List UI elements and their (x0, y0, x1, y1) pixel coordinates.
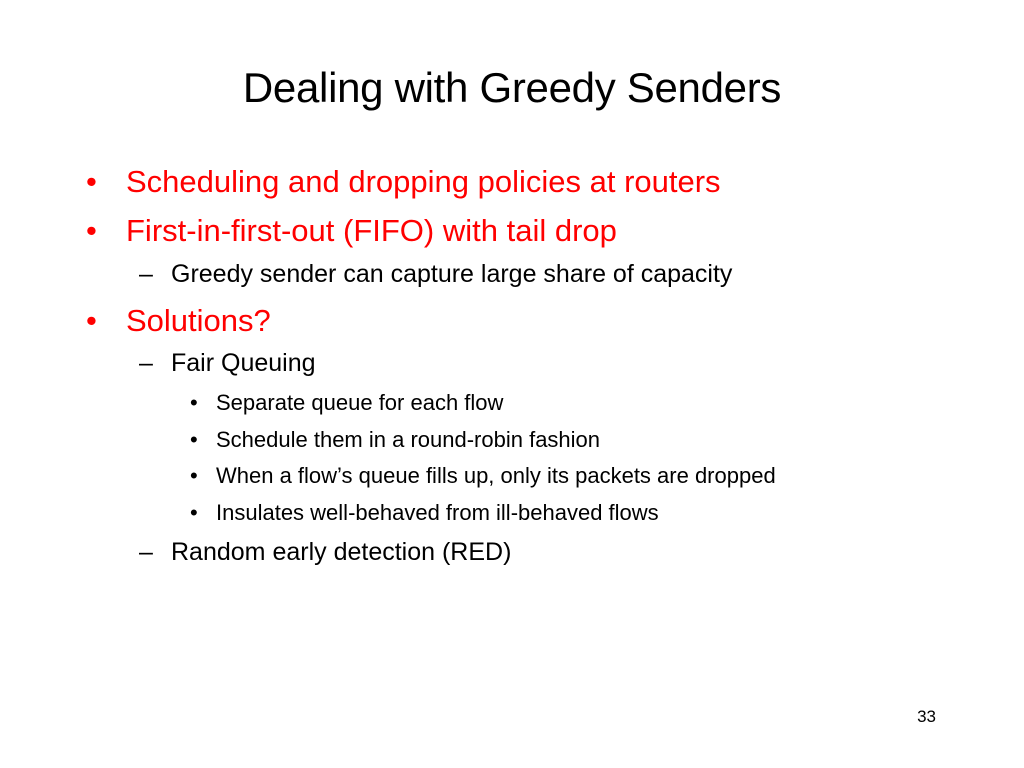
bullet-level-3 (190, 499, 659, 527)
bullet-marker: • (190, 500, 198, 525)
bullet-text: Greedy sender can capture large share of capacity (171, 260, 733, 288)
bullet-marker: • (86, 164, 97, 199)
bullet-text: Solutions? (126, 303, 271, 338)
bullet-level-2 (139, 258, 733, 290)
bullet-text: Separate queue for each flow (216, 390, 504, 415)
dash-marker: – (139, 349, 153, 377)
bullet-level-3 (190, 462, 776, 490)
bullet-text: Schedule them in a round-robin fashion (216, 427, 601, 452)
bullet-level-1 (86, 162, 721, 202)
bullet-text: Random early detection (RED) (171, 538, 512, 566)
bullet-text: Fair Queuing (171, 349, 316, 377)
bullet-level-1 (86, 301, 271, 341)
bullet-level-3 (190, 426, 601, 454)
bullet-marker: • (190, 427, 198, 452)
bullet-marker: • (190, 463, 198, 488)
bullet-level-3 (190, 389, 504, 417)
dash-marker: – (139, 260, 153, 288)
bullet-marker: • (86, 303, 97, 338)
dash-marker: – (139, 538, 153, 566)
bullet-level-2 (139, 536, 512, 568)
bullet-level-1 (86, 211, 617, 251)
bullet-text: When a flow’s queue fills up, only its packets are dropped (216, 463, 776, 488)
bullet-text: Scheduling and dropping policies at routers (126, 164, 721, 199)
bullet-marker: • (86, 213, 97, 248)
bullet-text: Insulates well-behaved from ill-behaved flows (216, 500, 659, 525)
bullet-level-2 (139, 347, 316, 379)
page-number: 33 (917, 707, 936, 726)
bullet-marker: • (190, 390, 198, 415)
bullet-text: First-in-first-out (FIFO) with tail drop (126, 213, 617, 248)
slide-title: Dealing with Greedy Senders (242, 64, 782, 111)
